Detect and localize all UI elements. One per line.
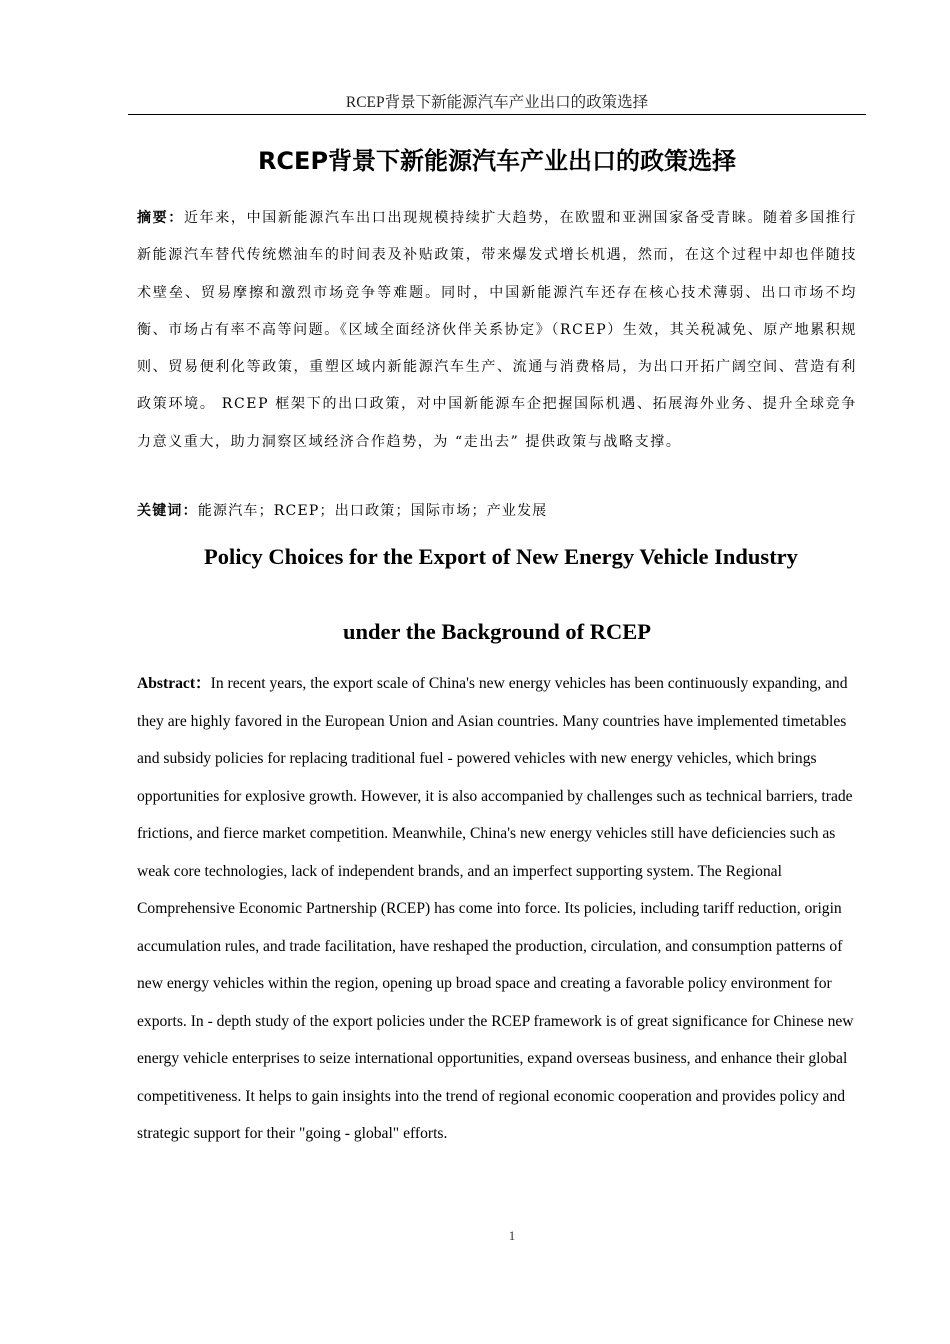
- english-abstract-text: In recent years, the export scale of China's new energy vehicles has been continuously expanding, and they are highly favored in the European Union and Asian countries. Many countries have implemented timetables and subsidy policies for replacing traditional fuel - powered vehicles with new energy vehicles, which brings opportunities for explosive growth. However, it is also accompanied by challenges such as technical barriers, trade frictions, and fierce market competition. Meanwhile, China's new energy vehicles still have deficiencies such as weak core technologies, lack of independent brands, and an imperfect supporting system. The Regional Comprehensive Economic Partnership (RCEP) has come into force. Its policies, including tariff reduction, origin accumulation rules, and trade facilitation, have reshaped the production, circulation, and consumption patterns of new energy vehicles within the region, opening up broad space and creating a favorable policy environment for exports. In - depth study of the export policies under the RCEP framework is of great significance for Chinese new energy vehicle enterprises to seize international opportunities, expand overseas business, and enhance their global competitiveness. It helps to gain insights into the trend of regional economic cooperation and provides policy and strategic support for their "going - global" efforts.: [137, 675, 854, 1142]
- chinese-abstract-text: 近年来，中国新能源汽车出口出现规模持续扩大趋势，在欧盟和亚洲国家备受青睐。随着多国推行新能源汽车替代传统燃油车的时间表及补贴政策，带来爆发式增长机遇，然而，在这个过程中却也伴随技术壁垒、贸易摩擦和激烈市场竞争等难题。同时，中国新能源汽车还存在核心技术薄弱、出口市场不均衡、市场占有率不高等问题。《区域全面经济伙伴关系协定》（RCEP）生效，其关税减免、原产地累积规则、贸易便利化等政策，重塑区域内新能源汽车生产、流通与消费格局，为出口开拓广阔空间、营造有利政策环境。 RCEP 框架下的出口政策，对中国新能源车企把握国际机遇、拓展海外业务、提升全球竞争力意义重大，助力洞察区域经济合作趋势，为 “走出去” 提供政策与战略支撑。: [137, 210, 857, 450]
- running-header: RCEP背景下新能源汽车产业出口的政策选择: [345, 94, 649, 111]
- english-title-line-2: under the Background of RCEP: [343, 619, 651, 644]
- english-abstract-label: Abstract：: [137, 675, 211, 692]
- chinese-abstract: [137, 200, 857, 461]
- header-rule: [128, 114, 866, 115]
- english-abstract: [137, 665, 859, 1153]
- chinese-abstract-label: 摘要：: [137, 210, 184, 226]
- chinese-keywords-label: 关键词：: [137, 503, 198, 519]
- chinese-keywords-text: 能源汽车；RCEP；出口政策；国际市场；产业发展: [197, 503, 548, 519]
- chinese-keywords: [137, 494, 857, 528]
- english-title-line-1: Policy Choices for the Export of New Energy Vehicle Industry: [204, 544, 798, 569]
- chinese-title: RCEP背景下新能源汽车产业出口的政策选择: [257, 147, 737, 175]
- page-number: 1: [508, 1228, 516, 1243]
